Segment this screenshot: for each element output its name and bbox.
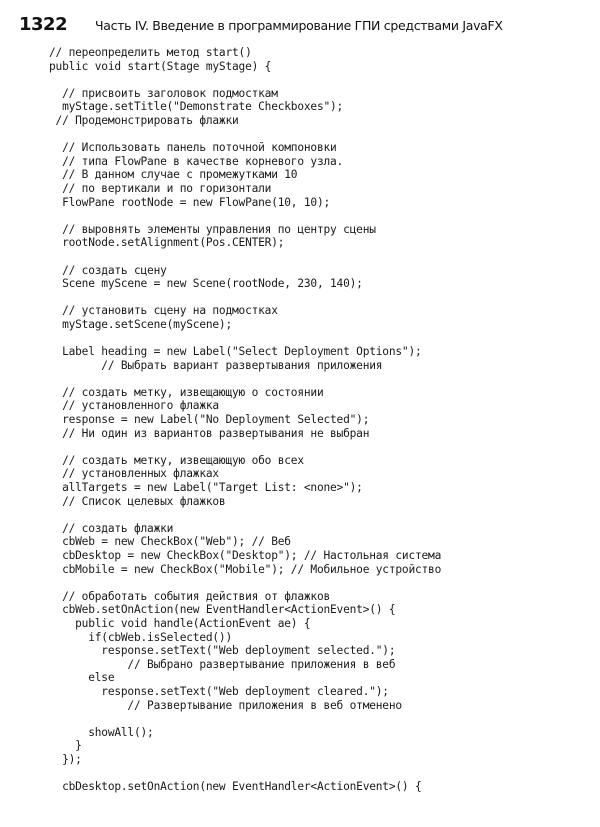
- code-line: [49, 128, 441, 142]
- code-line: allTargets = new Label("Target List: <none>");: [49, 481, 363, 494]
- code-line: });: [49, 752, 82, 766]
- code-line: public void start(Stage myStage) {: [49, 59, 272, 73]
- code-line: else: [49, 671, 115, 685]
- code-line: cbWeb = new CheckBox("Web"); // Веб: [49, 535, 291, 549]
- code-line: // создать метку, извещающую о состоянии: [49, 385, 324, 399]
- code-line: // типа FlowPane в качестве корневого узла.: [49, 154, 344, 168]
- code-line: Label heading = new Label("Select Deployment Options");: [49, 345, 422, 359]
- code-line: [49, 372, 441, 386]
- code-line: [49, 440, 441, 454]
- code-line: // установленного флажка: [49, 399, 219, 413]
- code-line: response.setText("Web deployment cleared.");: [49, 684, 389, 698]
- code-line: // Развертывание приложения в веб отменено: [49, 698, 402, 712]
- code-line: // Продемонстрировать флажки: [49, 113, 239, 127]
- code-line: showAll();: [49, 725, 154, 739]
- code-line: cbDesktop.setOnAction(new EventHandler<ActionEvent>() {: [49, 780, 422, 794]
- code-line: rootNode.setAlignment(Pos.CENTER);: [49, 236, 285, 250]
- code-line: // Ни один из вариантов развертывания не выбран: [49, 426, 370, 440]
- code-line: // переопределить метод start(): [49, 46, 252, 59]
- code-line: response.setText("Web deployment selected.");: [49, 644, 396, 658]
- code-line: // установить сцену на подмостках: [49, 304, 278, 318]
- code-line: // Список целевых флажков: [49, 494, 226, 508]
- page-header: [19, 13, 589, 39]
- code-line: // Использовать панель поточной компоновки: [49, 141, 337, 155]
- code-line: // Выбрано развертывание приложения в веб: [49, 657, 396, 671]
- code-line: // по вертикали и по горизонтали: [49, 181, 272, 195]
- code-line: // В данном случае с промежутками 10: [49, 168, 298, 182]
- code-line: [49, 250, 441, 264]
- code-line: myStage.setScene(myScene);: [49, 317, 232, 331]
- code-line: public void handle(ActionEvent ae) {: [49, 616, 311, 630]
- code-line: Scene myScene = new Scene(rootNode, 230, 140);: [49, 277, 363, 291]
- code-line: [49, 576, 441, 590]
- code-line: cbMobile = new CheckBox("Mobile"); // Мобильное устройство: [49, 562, 442, 576]
- code-line: response = new Label("No Deployment Selected");: [49, 413, 370, 427]
- code-line: // установленных флажках: [49, 467, 219, 481]
- code-listing: [49, 46, 441, 794]
- page-number: 1322: [19, 14, 68, 35]
- code-line: // Выбрать вариант развертывания приложения: [49, 358, 383, 372]
- code-line: // создать флажки: [49, 521, 174, 535]
- code-line: cbDesktop = new CheckBox("Desktop"); // Настольная система: [49, 548, 442, 562]
- code-line: [49, 712, 441, 726]
- code-line: if(cbWeb.isSelected()): [49, 630, 232, 644]
- code-line: // создать сцену: [49, 263, 167, 277]
- code-line: [49, 209, 441, 223]
- code-line: [49, 766, 441, 780]
- code-line: // обработать события действия от флажков: [49, 589, 331, 603]
- code-line: }: [49, 739, 82, 753]
- code-line: // создать метку, извещающую обо всех: [49, 453, 304, 467]
- code-line: [49, 291, 441, 305]
- code-line: [49, 331, 441, 345]
- running-title: Часть IV. Введение в программирование ГПИ средствами JavaFX: [95, 18, 503, 33]
- code-line: // выровнять элементы управления по центру сцены: [49, 222, 376, 236]
- code-line: myStage.setTitle("Demonstrate Checkboxes");: [49, 100, 344, 114]
- code-line: cbWeb.setOnAction(new EventHandler<ActionEvent>() {: [49, 603, 396, 617]
- code-line: [49, 73, 441, 87]
- code-line: // присвоить заголовок подмосткам: [49, 86, 278, 100]
- code-line: FlowPane rootNode = new FlowPane(10, 10);: [49, 195, 331, 209]
- code-line: [49, 508, 441, 522]
